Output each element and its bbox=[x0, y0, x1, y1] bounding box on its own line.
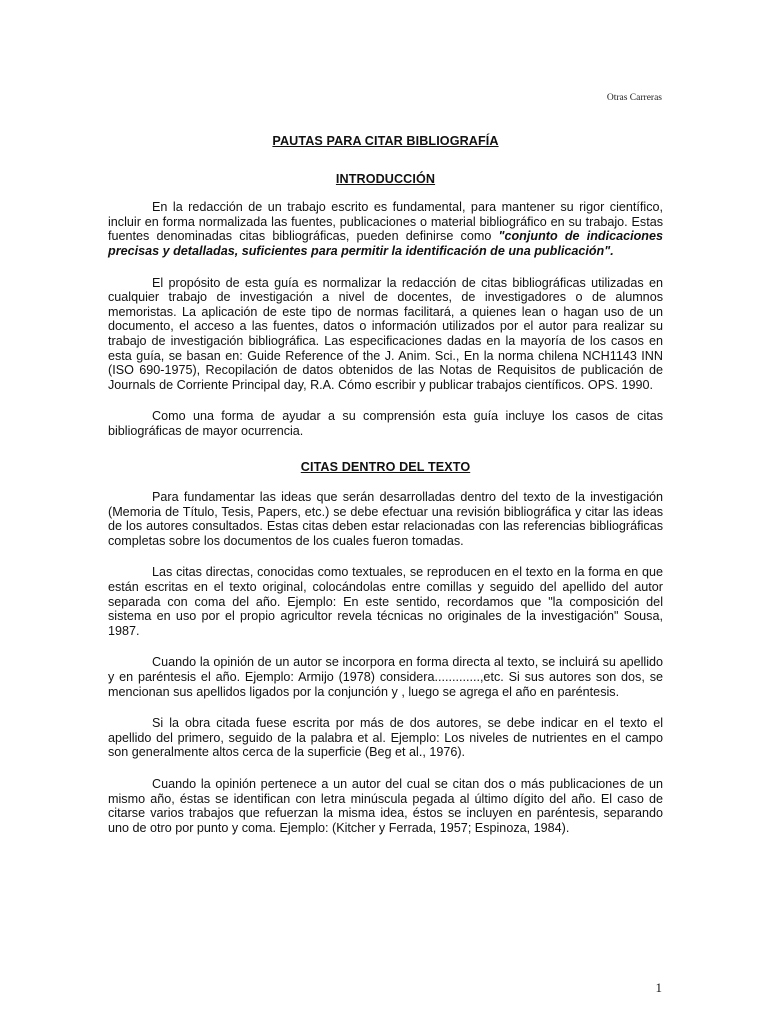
paragraph-5: Las citas directas, conocidas como textuales, se reproducen en el texto en la forma en que están escritas en el texto original, colocándolas entre comillas y seguido del apellido del autor separada con coma del año. Ejemplo: En este sentido, recordamos que "la composición del sistema en uso por el propio agricultor revela técnicas no originales de la investigación" Sousa, 1987. bbox=[108, 565, 663, 638]
paragraph-3: Como una forma de ayudar a su comprensión esta guía incluye los casos de citas bibliográficas de mayor ocurrencia. bbox=[108, 409, 663, 438]
paragraph-6: Cuando la opinión de un autor se incorpora en forma directa al texto, se incluirá su apellido y en paréntesis el año. Ejemplo: Armijo (1978) considera.............,etc. Si sus autores son dos, se mencionan sus apellidos ligados por la conjunción y , luego se agrega el año en paréntesis. bbox=[108, 655, 663, 699]
paragraph-1 bbox=[108, 200, 663, 258]
paragraph-1-emphasis: "conjunto de indicaciones precisas y detalladas, suficientes para permitir la identificación de una publicación". bbox=[108, 229, 663, 258]
page-number: 1 bbox=[655, 980, 662, 995]
document-body bbox=[108, 128, 663, 835]
paragraph-7: Si la obra citada fuese escrita por más de dos autores, se debe indicar en el texto el apellido del primero, seguido de la palabra et al. Ejemplo: Los niveles de nutrientes en el campo son generalmente altos cerca de la superficie (Beg et al., 1976). bbox=[108, 716, 663, 760]
paragraph-8: Cuando la opinión pertenece a un autor del cual se citan dos o más publicaciones de un mismo año, éstas se identifican con letra minúscula pegada al último dígito del año. El caso de citarse varios trabajos que refuerzan la misma idea, éstos se incluyen en paréntesis, separando uno de otro por punto y coma. Ejemplo: (Kitcher y Ferrada, 1957; Espinoza, 1984). bbox=[108, 777, 663, 835]
paragraph-1-text: En la redacción de un trabajo escrito es fundamental, para mantener su rigor científico, incluir en forma normalizada las fuentes, publicaciones o material bibliográfico en su trabajo. Estas fuentes denominadas citas bibliográficas, pueden definirse como bbox=[108, 200, 663, 244]
paragraph-4: Para fundamentar las ideas que serán desarrolladas dentro del texto de la investigación (Memoria de Título, Tesis, Papers, etc.) se debe efectuar una revisión bibliográfica y citar las ideas de los autores consultados. Estas citas deben estar relacionadas con las referencias bibliográficas completas sobre los documentos de los cuales fueron tomadas. bbox=[108, 490, 663, 548]
paragraph-2: El propósito de esta guía es normalizar la redacción de citas bibliográficas utilizadas en cualquier trabajo de investigación a nivel de docentes, de investigadores o de alumnos memoristas. La aplicación de este tipo de normas facilitará, a quienes lean o hagan uso de un documento, el acceso a las fuentes, datos o información utilizados por el autor para realizar su trabajo de investigación bibliográfica. Las especificaciones dadas en la mayoría de los casos en esta guía, se basan en: Guide Reference of the J. Anim. Sci., En la norma chilena NCH1143 INN (ISO 690-1975), Recopilación de datos obtenidos de las Notas de Requisitos de publicación de Journals de Corriente Principal day, R.A. Cómo escribir y publicar trabajos científicos. OPS. 1990. bbox=[108, 275, 663, 392]
section-heading-introduccion: INTRODUCCIÓN bbox=[335, 171, 436, 186]
document-title: PAUTAS PARA CITAR BIBLIOGRAFÍA bbox=[272, 134, 499, 148]
header-label: Otras Carreras bbox=[606, 93, 662, 103]
section-heading-citas: CITAS DENTRO DEL TEXTO bbox=[300, 459, 471, 474]
